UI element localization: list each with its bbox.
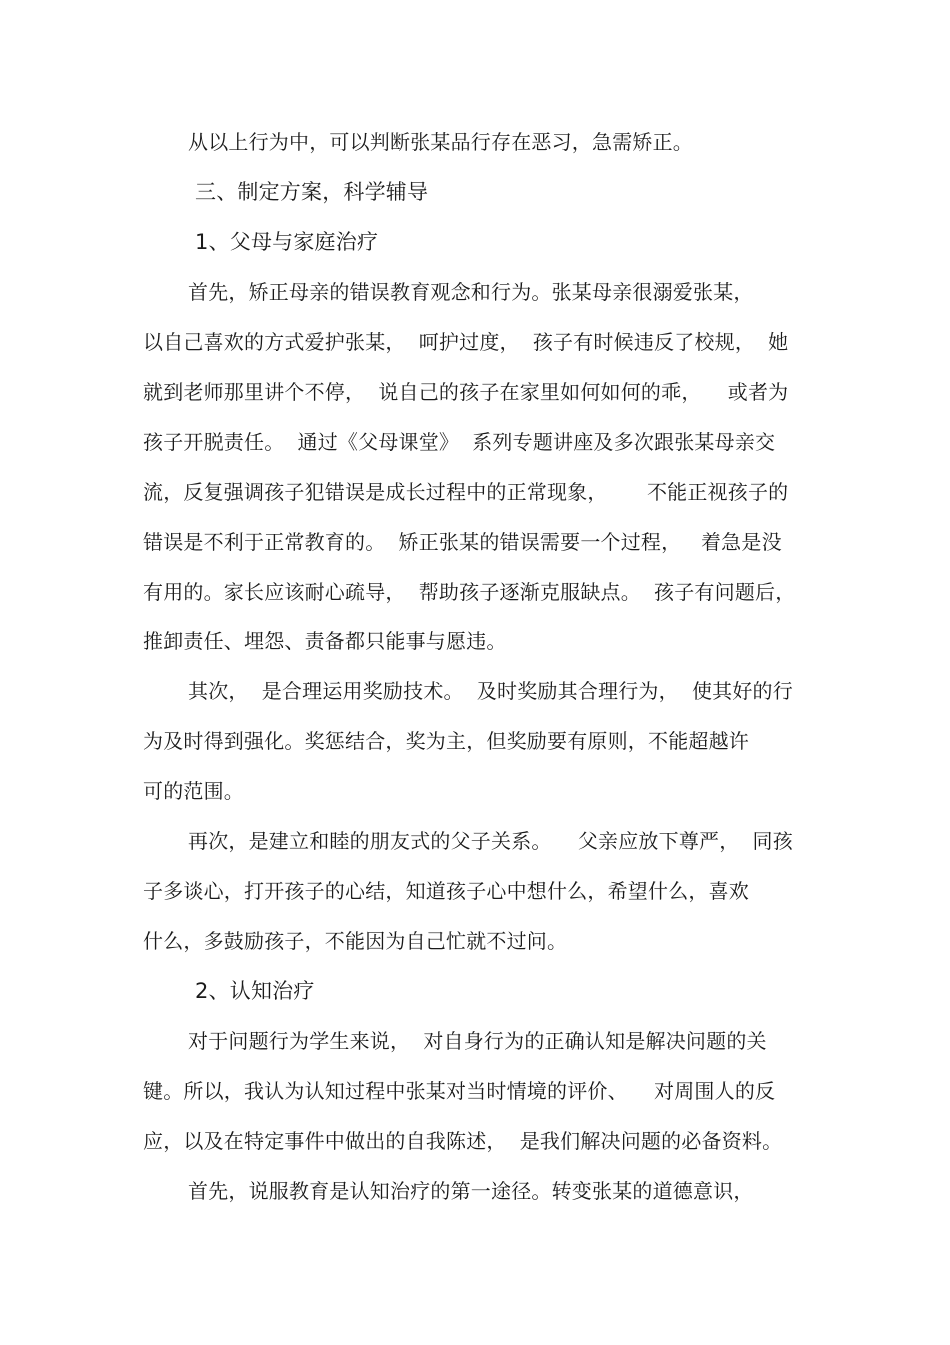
paragraph-line: 键。所以，我认为认知过程中张某对当时情境的评价、 对周围人的反 <box>143 1079 776 1103</box>
paragraph-line: 孩子开脱责任。 通过《父母课堂》 系列专题讲座及多次跟张某母亲交 <box>143 430 776 454</box>
paragraph-line: 应，以及在特定事件中做出的自我陈述， 是我们解决问题的必备资料。 <box>143 1129 783 1153</box>
section-heading: 三、制定方案，科学辅导 <box>195 180 429 204</box>
paragraph-line: 对于问题行为学生来说， 对自身行为的正确认知是解决问题的关 <box>188 1029 767 1053</box>
paragraph-line: 错误是不利于正常教育的。 矫正张某的错误需要一个过程， 着急是没 <box>143 530 782 554</box>
paragraph-line: 什么，多鼓励孩子，不能因为自己忙就不过问。 <box>143 929 568 953</box>
paragraph-line: 可的范围。 <box>143 779 244 803</box>
paragraph-line: 从以上行为中，可以判断张某品行存在恶习，急需矫正。 <box>188 130 693 154</box>
paragraph-line: 再次，是建立和睦的朋友式的父子关系。 父亲应放下尊严， 同孩 <box>188 829 793 853</box>
paragraph-line: 推卸责任、埋怨、责备都只能事与愿违。 <box>143 629 507 653</box>
paragraph-line: 其次， 是合理运用奖励技术。 及时奖励其合理行为， 使其好的行 <box>188 679 793 703</box>
paragraph-line: 就到老师那里讲个不停， 说自己的孩子在家里如何如何的乖， 或者为 <box>143 380 789 404</box>
paragraph-line: 首先，说服教育是认知治疗的第一途径。转变张某的道德意识， <box>188 1179 754 1203</box>
paragraph-line: 有用的。家长应该耐心疏导， 帮助孩子逐渐克服缺点。 孩子有问题后， <box>143 580 796 604</box>
subsection-heading: 1、父母与家庭治疗 <box>195 230 379 254</box>
paragraph-line: 为及时得到强化。奖惩结合，奖为主，但奖励要有原则，不能超越许 <box>143 729 749 753</box>
subsection-heading: 2、认知治疗 <box>195 979 315 1003</box>
paragraph-line: 以自己喜欢的方式爱护张某， 呵护过度， 孩子有时候违反了校规， 她 <box>143 330 789 354</box>
paragraph-line: 首先，矫正母亲的错误教育观念和行为。张某母亲很溺爱张某， <box>188 280 754 304</box>
paragraph-line: 流，反复强调孩子犯错误是成长过程中的正常现象， 不能正视孩子的 <box>143 480 789 504</box>
paragraph-line: 子多谈心，打开孩子的心结，知道孩子心中想什么，希望什么，喜欢 <box>143 879 749 903</box>
